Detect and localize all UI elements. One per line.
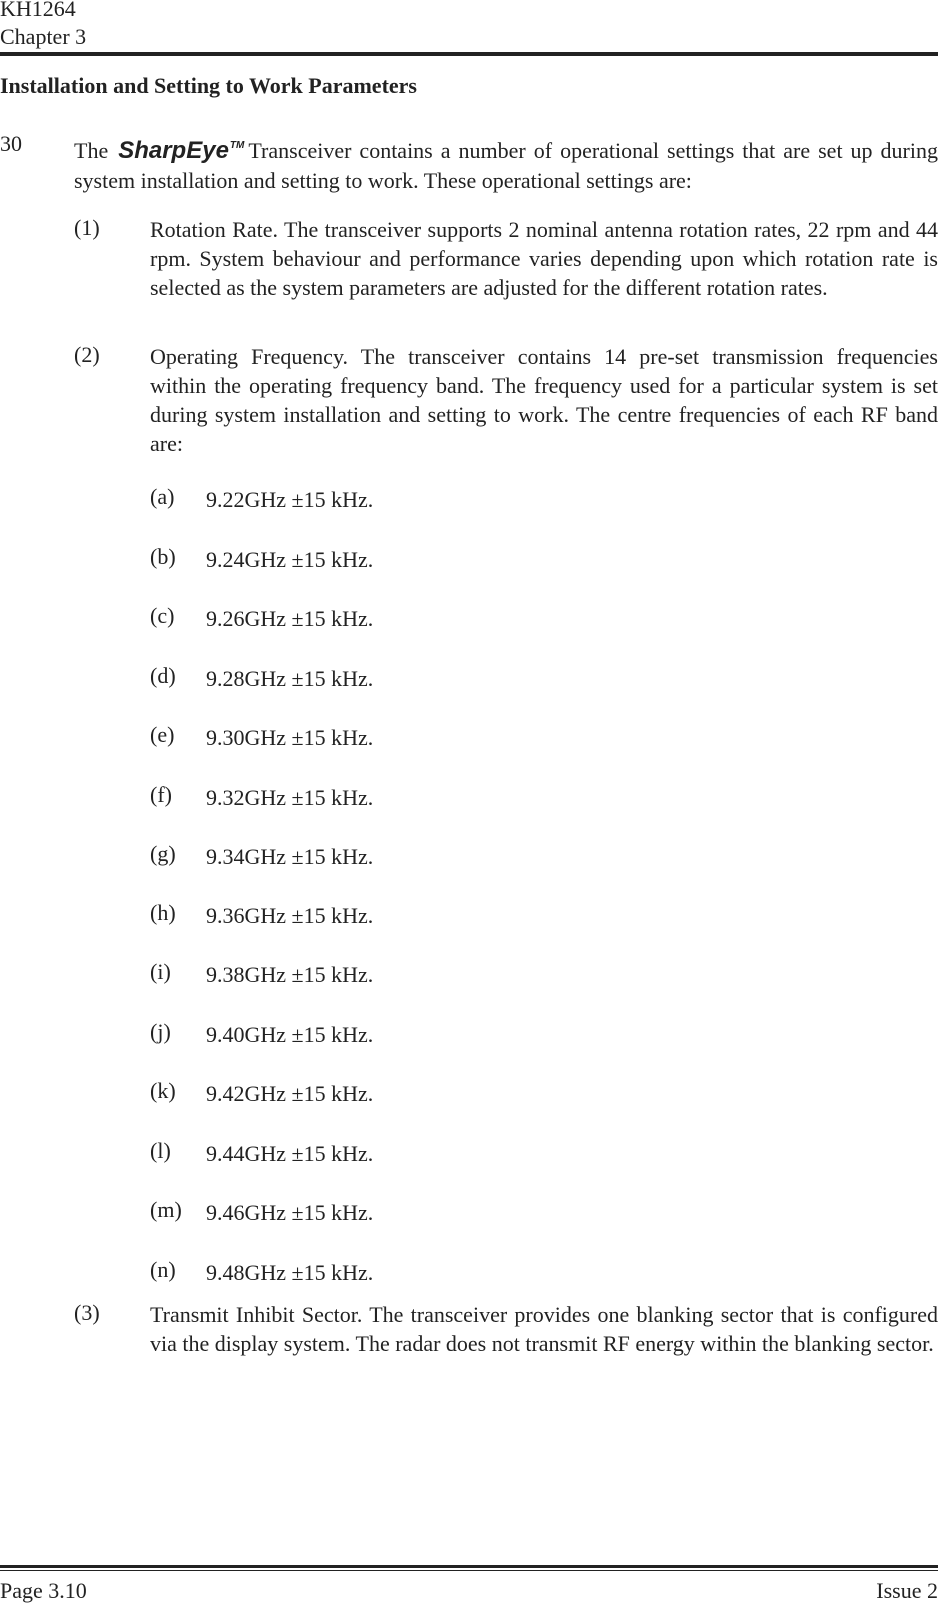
freq-value-k: 9.42GHz ±15 kHz. (206, 1081, 374, 1106)
freq-label-d: (d) (150, 663, 176, 688)
freq-label-m: (m) (150, 1197, 182, 1222)
freq-value-i: 9.38GHz ±15 kHz. (206, 962, 374, 987)
freq-value-a: 9.22GHz ±15 kHz. (206, 487, 374, 512)
paragraph-intro (74, 131, 938, 196)
freq-value-j: 9.40GHz ±15 kHz. (206, 1022, 374, 1047)
page-number: Page 3.10 (0, 1578, 87, 1603)
item-text-operating-frequency: Operating Frequency. The transceiver contains 14 pre-set transmission frequencies within the operating frequency band. The frequency used for a particular system is set during system installation and setting to work. The centre frequencies of each RF band are: (150, 344, 938, 456)
intro-lead: The (74, 138, 109, 163)
freq-value-f: 9.32GHz ±15 kHz. (206, 785, 374, 810)
freq-value-d: 9.28GHz ±15 kHz. (206, 666, 374, 691)
freq-value-m: 9.46GHz ±15 kHz. (206, 1200, 374, 1225)
trademark-mark: TM (229, 140, 245, 151)
header-rule (0, 52, 938, 56)
freq-label-b: (b) (150, 544, 176, 569)
freq-label-g: (g) (150, 841, 176, 866)
freq-label-i: (i) (150, 959, 171, 984)
chapter-label: Chapter 3 (0, 24, 87, 49)
freq-value-l: 9.44GHz ±15 kHz. (206, 1141, 374, 1166)
freq-value-b: 9.24GHz ±15 kHz. (206, 547, 374, 572)
freq-value-c: 9.26GHz ±15 kHz. (206, 606, 374, 631)
item-label-1: (1) (74, 215, 100, 240)
section-title: Installation and Setting to Work Parameters (0, 73, 417, 98)
freq-value-n: 9.48GHz ±15 kHz. (206, 1260, 374, 1285)
footer-rule (0, 1565, 938, 1568)
freq-label-h: (h) (150, 900, 176, 925)
freq-label-c: (c) (150, 603, 175, 628)
item-text-transmit-inhibit: Transmit Inhibit Sector. The transceiver provides one blanking sector that is configured via the display system. The radar does not transmit RF energy within the blanking sector. (150, 1302, 938, 1356)
freq-value-g: 9.34GHz ±15 kHz. (206, 844, 374, 869)
freq-label-n: (n) (150, 1257, 176, 1282)
item-label-2: (2) (74, 342, 100, 367)
freq-label-k: (k) (150, 1078, 176, 1103)
item-text-rotation-rate: Rotation Rate. The transceiver supports 2 nominal antenna rotation rates, 22 rpm and 44 rpm. System behaviour and performance varies depending upon which rotation rate is selected as the system parameters are adjusted for the different rotation rates. (150, 217, 938, 300)
document-id: KH1264 (0, 0, 76, 21)
intro-rest: Transceiver contains a number of operational settings that are set up during system installation and setting to work. These operational settings are: (74, 138, 938, 193)
freq-label-j: (j) (150, 1019, 171, 1044)
footer-rule-thin (0, 1570, 938, 1571)
freq-value-e: 9.30GHz ±15 kHz. (206, 725, 374, 750)
freq-label-e: (e) (150, 722, 175, 747)
freq-label-l: (l) (150, 1138, 171, 1163)
brand-name: SharpEye™ (118, 137, 245, 164)
paragraph-number: 30 (0, 131, 22, 156)
freq-label-a: (a) (150, 484, 175, 509)
freq-value-h: 9.36GHz ±15 kHz. (206, 903, 374, 928)
item-label-3: (3) (74, 1300, 100, 1325)
issue-number: Issue 2 (876, 1578, 938, 1603)
freq-label-f: (f) (150, 782, 172, 807)
